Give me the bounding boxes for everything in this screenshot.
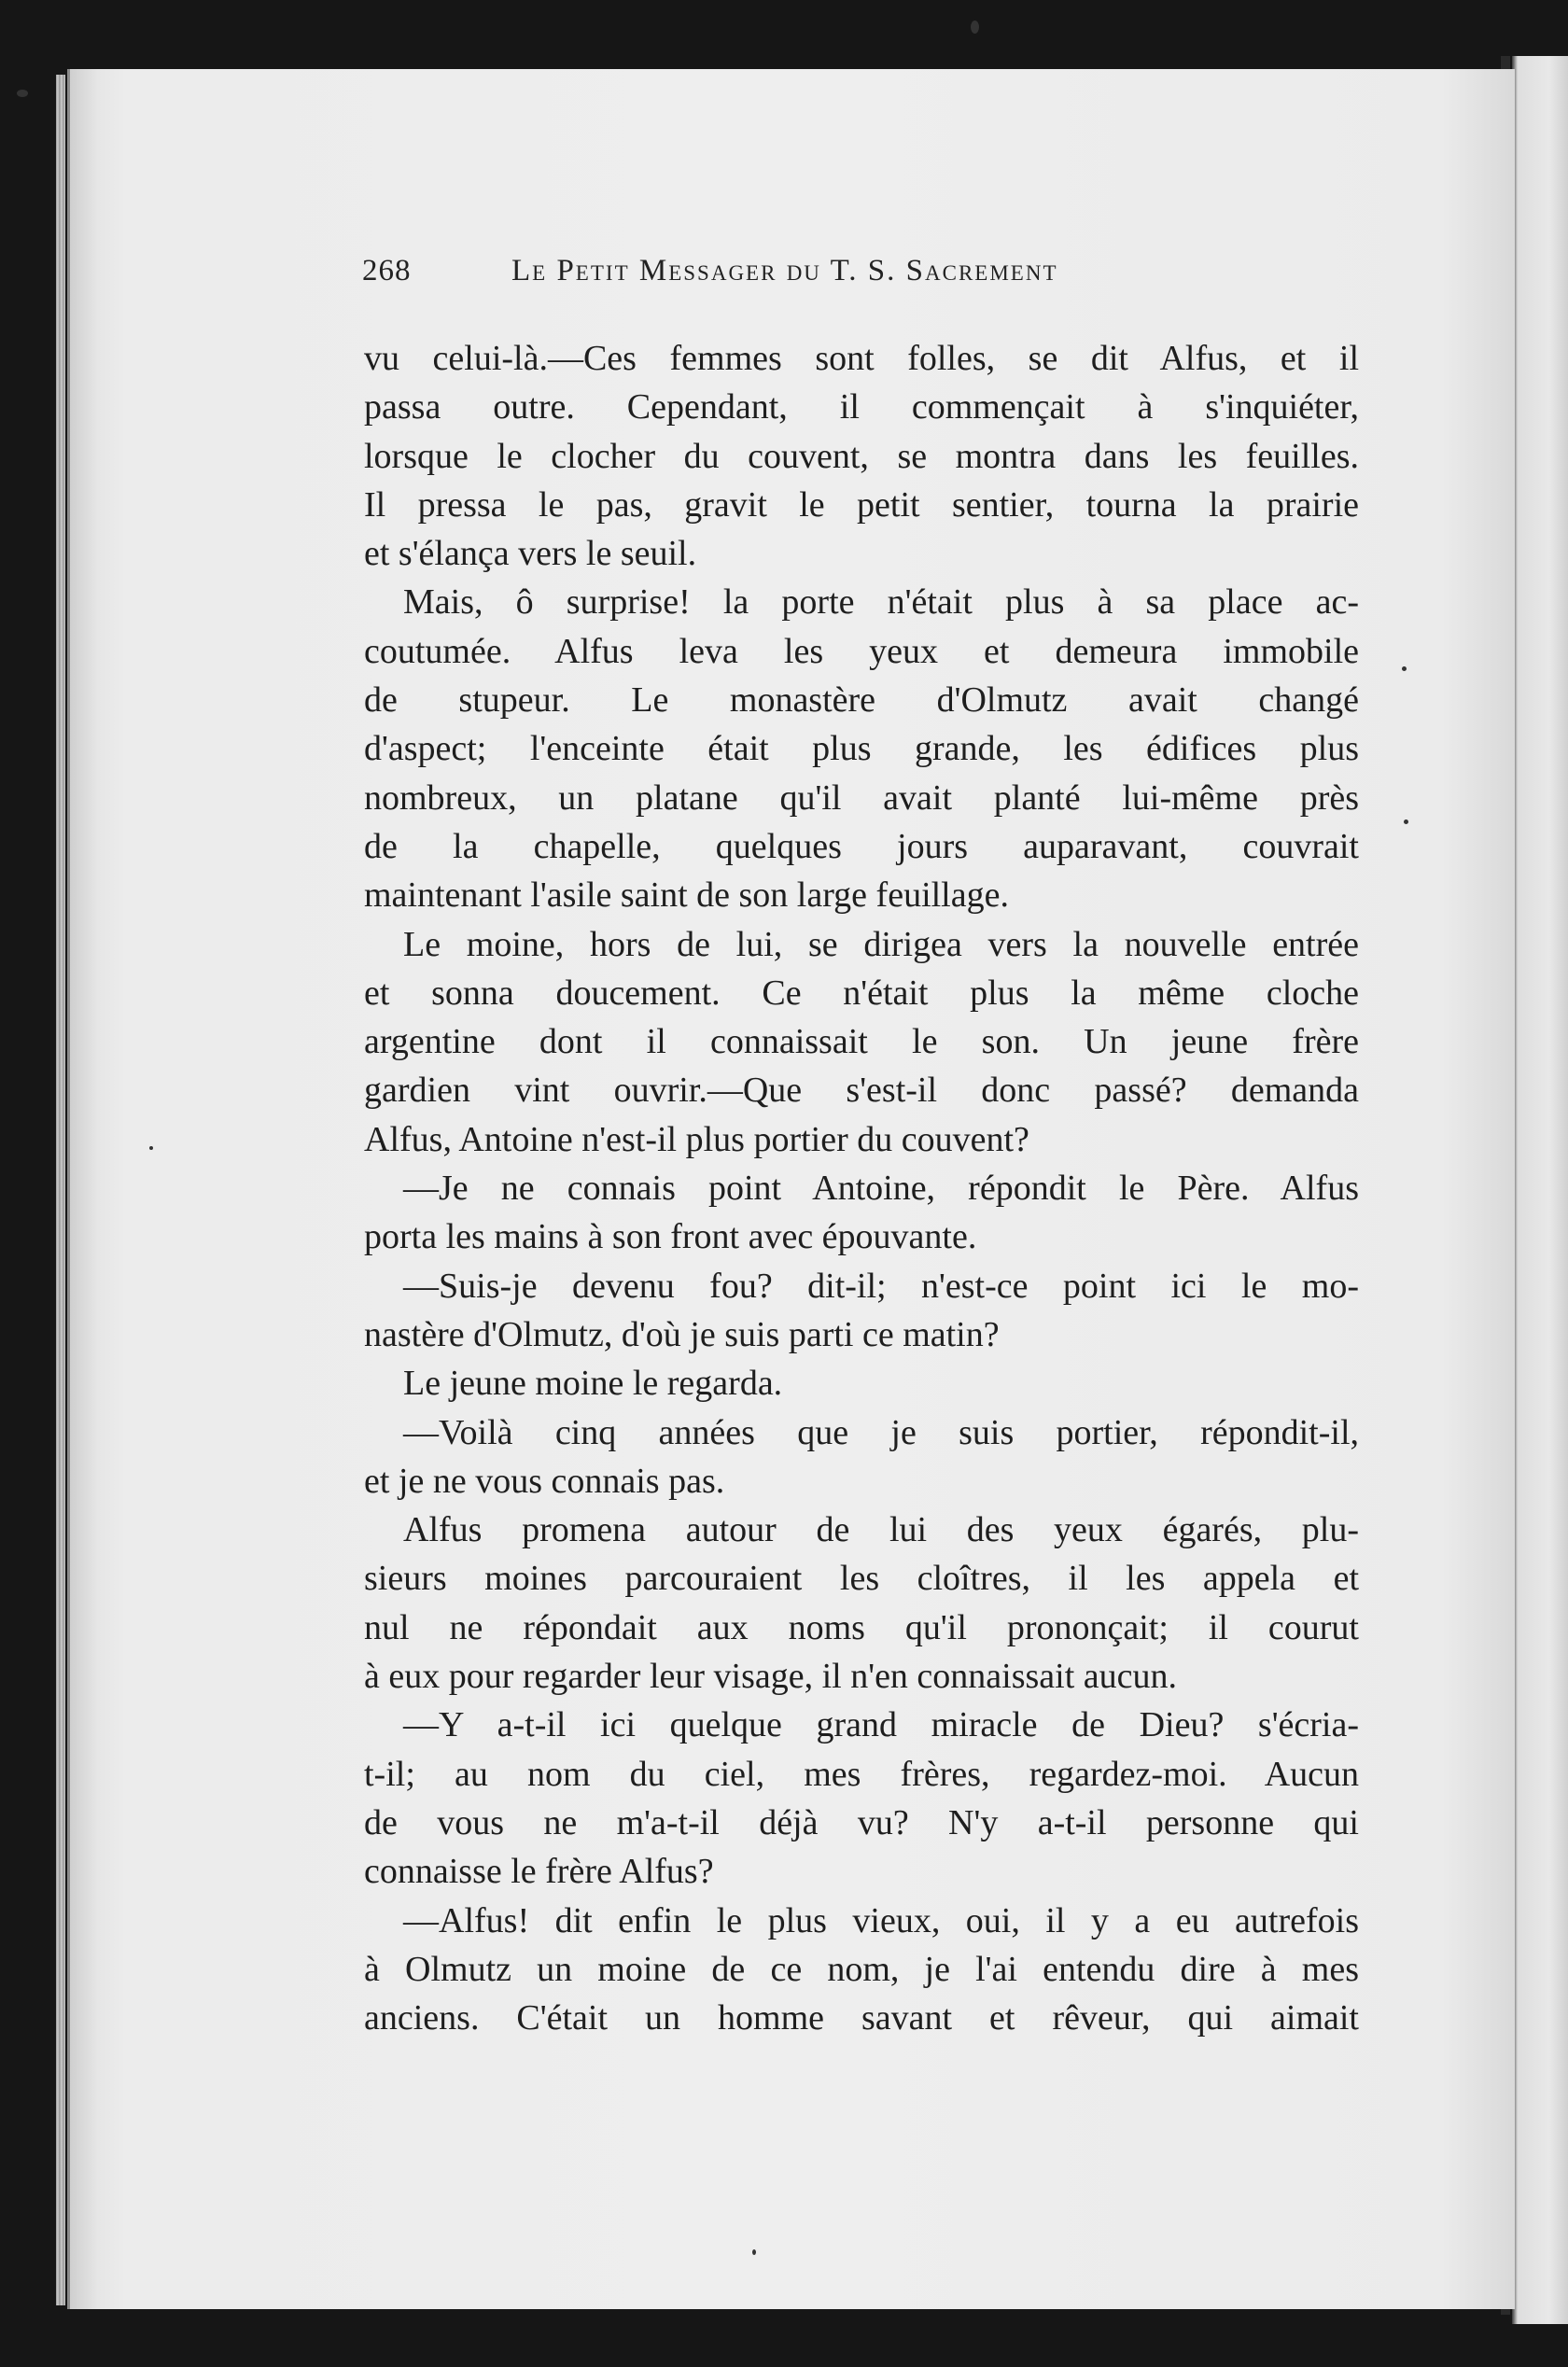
scan-speck [971, 21, 979, 34]
scan-speck [752, 2249, 756, 2255]
text-line: —Alfus! dit enfin le plus vieux, oui, il y a eu autrefois [403, 1900, 1359, 1940]
text-line: coutumée. Alfus leva les yeux et demeura immobile [364, 631, 1359, 671]
text-line: —Y a-t-il ici quelque grand miracle de Dieu? s'écria- [403, 1705, 1359, 1745]
text-line: et s'élança vers le seuil. [364, 534, 697, 574]
scan-speck [1404, 819, 1408, 824]
text-line: Mais, ô surprise! la porte n'était plus à sa place ac- [403, 582, 1359, 623]
text-line: maintenant l'asile saint de son large feuillage. [364, 875, 1009, 916]
text-line: Il pressa le pas, gravit le petit sentier, tourna la prairie [364, 484, 1359, 525]
text-line: vu celui-là.—Ces femmes sont folles, se dit Alfus, et il [364, 339, 1359, 378]
text-line: à Olmutz un moine de ce nom, je l'ai entendu dire à mes [364, 1949, 1359, 1989]
text-line: Le moine, hors de lui, se dirigea vers la nouvelle entrée [403, 924, 1359, 964]
text-line: —Suis-je devenu fou? dit-il; n'est-ce point ici le mo- [403, 1266, 1359, 1306]
text-line: de vous ne m'a-t-il déjà vu? N'y a-t-il personne qui [364, 1802, 1359, 1842]
text-line: Alfus promena autour de lui des yeux égarés, plu- [403, 1510, 1359, 1550]
text-line: lorsque le clocher du couvent, se montra dans les feuilles. [364, 436, 1359, 476]
text-line: connaisse le frère Alfus? [364, 1852, 714, 1892]
adjacent-page-strip [1512, 56, 1568, 2324]
text-line: argentine dont il connaissait le son. Un jeune frère [364, 1022, 1359, 1062]
scan-speck [17, 90, 28, 97]
text-line: passa outre. Cependant, il commençait à s'inquiéter, [364, 387, 1359, 427]
text-line: porta les mains à son front avec épouvante. [364, 1217, 977, 1257]
scan-speck [149, 1146, 153, 1150]
body-text [364, 334, 1359, 2042]
text-line: —Voilà cinq années que je suis portier, répondit-il, [403, 1412, 1359, 1452]
text-line: Le jeune moine le regarda. [403, 1364, 783, 1404]
text-line: —Je ne connais point Antoine, répondit le Père. Alfus [403, 1169, 1359, 1209]
scan-speck [1402, 666, 1407, 671]
text-line: gardien vint ouvrir.—Que s'est-il donc passé? demanda [364, 1071, 1359, 1111]
text-line: sieurs moines parcouraient les cloîtres, il les appela et [364, 1559, 1359, 1599]
text-line: Alfus, Antoine n'est-il plus portier du couvent? [364, 1119, 1029, 1159]
running-title: Le Petit Messager du T. S. Sacrement [511, 254, 1058, 287]
text-line: anciens. C'était un homme savant et rêveur, qui aimait [364, 1998, 1359, 2038]
text-line: nombreux, un platane qu'il avait planté lui-même près [364, 777, 1359, 818]
text-line: à eux pour regarder leur visage, il n'en connaissait aucun. [364, 1657, 1178, 1697]
text-line: nastère d'Olmutz, d'où je suis parti ce matin? [364, 1314, 1000, 1354]
text-line: d'aspect; l'enceinte était plus grande, les édifices plus [364, 729, 1359, 769]
text-line: de stupeur. Le monastère d'Olmutz avait changé [364, 680, 1359, 721]
text-line: de la chapelle, quelques jours auparavant, couvrait [364, 826, 1359, 866]
text-line: et je ne vous connais pas. [364, 1461, 725, 1501]
page-number: 268 [362, 254, 412, 287]
running-head [362, 254, 1355, 301]
text-line: et sonna doucement. Ce n'était plus la même cloche [364, 973, 1359, 1013]
text-line: t-il; au nom du ciel, mes frères, regardez-moi. Aucun [364, 1754, 1359, 1794]
page-stack-edge [56, 75, 65, 2305]
text-line: nul ne répondait aux noms qu'il prononçait; il courut [364, 1607, 1359, 1647]
